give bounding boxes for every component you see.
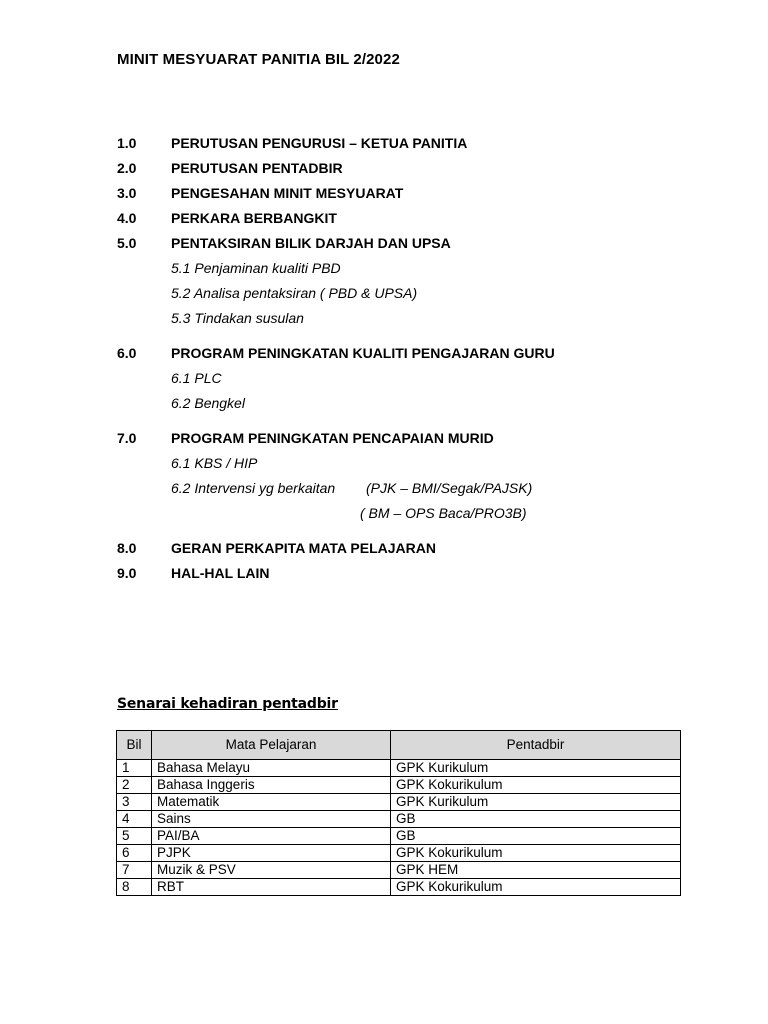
table-header-row xyxy=(117,731,681,760)
cell-subject: Sains xyxy=(152,811,391,828)
agenda-text: PERUTUSAN PENGURUSI – KETUA PANITIA xyxy=(171,135,468,151)
agenda-text: PROGRAM PENINGKATAN PENCAPAIAN MURID xyxy=(171,430,494,446)
column-header-subject: Mata Pelajaran xyxy=(152,731,391,760)
agenda-item xyxy=(117,181,737,206)
column-header-administrator: Pentadbir xyxy=(391,731,681,760)
cell-bil: 2 xyxy=(117,777,152,794)
cell-administrator: GPK Kokurikulum xyxy=(391,879,681,896)
agenda-subitem-text: 5.3 Tindakan susulan xyxy=(171,310,304,326)
agenda-subitem xyxy=(117,366,737,391)
table-row xyxy=(117,811,681,828)
cell-bil: 7 xyxy=(117,862,152,879)
agenda-subitem xyxy=(117,281,737,306)
agenda-subitem-text: 6.1 KBS / HIP xyxy=(171,455,258,471)
attendance-table xyxy=(116,730,681,896)
cell-bil: 4 xyxy=(117,811,152,828)
cell-subject: Bahasa Inggeris xyxy=(152,777,391,794)
agenda-subitem-text: 5.2 Analisa pentaksiran ( PBD & UPSA) xyxy=(171,285,418,301)
cell-administrator: GPK Kokurikulum xyxy=(391,777,681,794)
attendance-heading: Senarai kehadiran pentadbir xyxy=(117,696,338,712)
agenda-number: 3.0 xyxy=(117,185,137,201)
agenda-subitem-text: 6.2 Intervensi yg berkaitan xyxy=(171,480,336,496)
cell-subject: Matematik xyxy=(152,794,391,811)
agenda-item xyxy=(117,131,737,156)
agenda-subitem-detail: ( BM – OPS Baca/PRO3B) xyxy=(360,505,527,521)
agenda-text: HAL-HAL LAIN xyxy=(171,565,270,581)
table-row xyxy=(117,777,681,794)
agenda-item xyxy=(117,561,737,586)
agenda-subitem xyxy=(117,306,737,331)
table-row xyxy=(117,760,681,777)
agenda-text: GERAN PERKAPITA MATA PELAJARAN xyxy=(171,540,436,556)
table-row xyxy=(117,845,681,862)
agenda-item xyxy=(117,231,737,256)
agenda-text: PROGRAM PENINGKATAN KUALITI PENGAJARAN GURU xyxy=(171,345,555,361)
agenda-number: 8.0 xyxy=(117,540,137,556)
document-title: MINIT MESYUARAT PANITIA BIL 2/2022 xyxy=(117,51,400,68)
agenda-item xyxy=(117,206,737,231)
agenda-subitem-text: 6.1 PLC xyxy=(171,370,222,386)
agenda-subitem-text: 6.2 Bengkel xyxy=(171,395,245,411)
cell-subject: RBT xyxy=(152,879,391,896)
agenda-subitem xyxy=(117,451,737,476)
agenda-item xyxy=(117,426,737,451)
agenda-number: 4.0 xyxy=(117,210,137,226)
agenda-subitem-detail: (PJK – BMI/Segak/PAJSK) xyxy=(366,480,533,496)
agenda-text: PENTAKSIRAN BILIK DARJAH DAN UPSA xyxy=(171,235,451,251)
column-header-bil: Bil xyxy=(117,731,152,760)
agenda-text: PENGESAHAN MINIT MESYUARAT xyxy=(171,185,404,201)
agenda-number: 5.0 xyxy=(117,235,137,251)
table-row xyxy=(117,862,681,879)
table-row xyxy=(117,794,681,811)
agenda-number: 9.0 xyxy=(117,565,137,581)
cell-administrator: GB xyxy=(391,828,681,845)
cell-administrator: GPK Kurikulum xyxy=(391,760,681,777)
agenda-number: 2.0 xyxy=(117,160,137,176)
cell-administrator: GPK Kokurikulum xyxy=(391,845,681,862)
cell-administrator: GPK HEM xyxy=(391,862,681,879)
cell-bil: 8 xyxy=(117,879,152,896)
agenda-item xyxy=(117,536,737,561)
agenda-text: PERUTUSAN PENTADBIR xyxy=(171,160,343,176)
cell-bil: 6 xyxy=(117,845,152,862)
agenda-subitem xyxy=(117,391,737,416)
table-row xyxy=(117,828,681,845)
agenda-subitem-continuation xyxy=(117,501,737,526)
agenda-subitem xyxy=(117,256,737,281)
agenda-subitem-text: 5.1 Penjaminan kualiti PBD xyxy=(171,260,341,276)
agenda-item xyxy=(117,341,737,366)
cell-subject: PJPK xyxy=(152,845,391,862)
agenda-item xyxy=(117,156,737,181)
cell-subject: Bahasa Melayu xyxy=(152,760,391,777)
cell-administrator: GB xyxy=(391,811,681,828)
table-row xyxy=(117,879,681,896)
agenda-subitem xyxy=(117,476,737,501)
cell-subject: Muzik & PSV xyxy=(152,862,391,879)
cell-bil: 5 xyxy=(117,828,152,845)
cell-subject: PAI/BA xyxy=(152,828,391,845)
agenda-number: 6.0 xyxy=(117,345,137,361)
cell-administrator: GPK Kurikulum xyxy=(391,794,681,811)
agenda-list xyxy=(117,131,737,586)
agenda-number: 7.0 xyxy=(117,430,137,446)
agenda-text: PERKARA BERBANGKIT xyxy=(171,210,337,226)
cell-bil: 1 xyxy=(117,760,152,777)
cell-bil: 3 xyxy=(117,794,152,811)
agenda-number: 1.0 xyxy=(117,135,137,151)
